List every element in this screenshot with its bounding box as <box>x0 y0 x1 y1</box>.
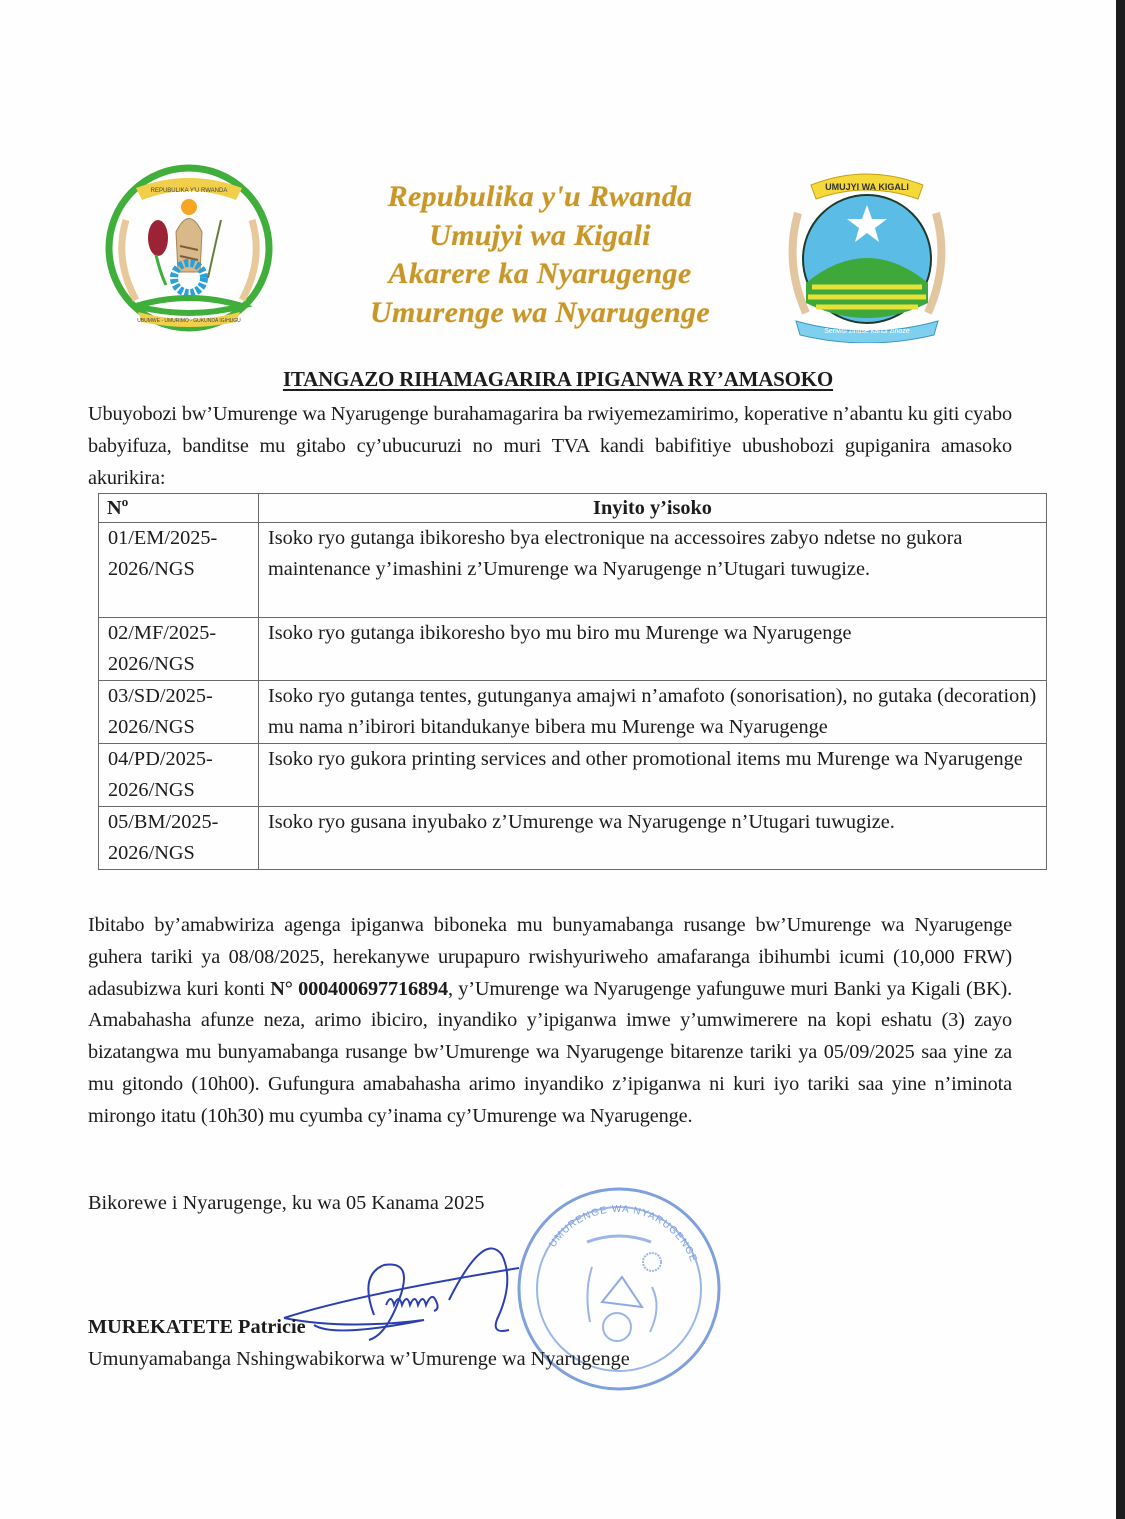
instructions-paragraph <box>88 910 1012 1133</box>
svg-text:Serivisi zihuse kandi zinoze: Serivisi zihuse kandi zinoze <box>824 328 910 335</box>
intro-paragraph: Ubuyobozi bw’Umurenge wa Nyarugenge burahamagarira ba rwiyemezamirimo, koperative n’abantu ku giti cyabo babyifuza, banditse mu gitabo cy’ubucuruzi no muri TVA kandi babifitiye ubushobozi gupiganira amasoko akurikira: <box>88 403 1012 489</box>
bank-account-number: N° 000400697716894 <box>270 977 448 1000</box>
column-header-number: Nº <box>99 494 259 523</box>
table-row <box>99 523 1047 618</box>
svg-text:UBUMWE - UMURIMO - GUKUNDA IGI: UBUMWE - UMURIMO - GUKUNDA IGIHUGU <box>137 318 241 324</box>
letterhead-line-sector: Umurenge wa Nyarugenge <box>370 295 710 329</box>
letterhead <box>330 178 750 332</box>
lot-description: Isoko ryo gutanga ibikoresho bya electronique na accessoires zabyo ndetse no gukora maintenance y’imashini z’Umurenge wa Nyarugenge n’Utugari tuwugize. <box>259 523 1047 618</box>
letterhead-line-country: Repubulika y'u Rwanda <box>387 180 693 213</box>
column-header-description: Inyito y’isoko <box>259 494 1047 523</box>
table-row <box>99 618 1047 681</box>
kigali-city-emblem-icon <box>776 163 958 343</box>
scan-edge-shadow <box>1116 0 1125 1519</box>
table-row <box>99 681 1047 744</box>
signer-title: Umunyamabanga Nshingwabikorwa w’Umurenge wa Nyarugenge <box>88 1348 630 1370</box>
instructions-text-part1: Ibitabo by’amabwiriza agenga ipiganwa biboneka mu bunyamabanga rusange bw’Umurenge wa Nyarugenge guhera tariki ya 08/08/2025, herekanywe urupapuro rwishyuriweho amafaranga ibihumbi icumi (10,000 FRW) adasubizwa kuri konti <box>88 914 1012 1000</box>
signature-icon <box>274 1240 534 1350</box>
table-row <box>99 744 1047 807</box>
lot-reference: 02/MF/2025-2026/NGS <box>99 618 259 681</box>
lot-description: Isoko ryo gutanga ibikoresho byo mu biro mu Murenge wa Nyarugenge <box>259 618 1047 681</box>
lot-reference: 04/PD/2025-2026/NGS <box>99 744 259 807</box>
svg-text:REPUBULIKA Y'U RWANDA: REPUBULIKA Y'U RWANDA <box>150 188 228 194</box>
lot-description: Isoko ryo gusana inyubako z’Umurenge wa Nyarugenge n’Utugari tuwugize. <box>259 807 1047 870</box>
lot-reference: 01/EM/2025-2026/NGS <box>99 523 259 618</box>
letterhead-line-district: Akarere ka Nyarugenge <box>388 257 692 290</box>
instructions-text-part2: , y’Umurenge wa Nyarugenge yafunguwe muri Banki ya Kigali (BK). Amabahasha afunze neza, arimo ibiciro, inyandiko y’ipiganwa imwe y’umwimerere na kopi eshatu (3) zayo bizatangwa mu bunyamabanga rusange bw’Umurenge wa Nyarugenge bitarenze tariki ya 05/09/2025 saa yine za mu gitondo (10h00). Gufungura amabahasha arimo inyandiko z’ipiganwa ni kuri iyo tariki saa yine n’iminota mirongo itatu (10h30) mu cyumba cy’inama cy’Umurenge wa Nyarugenge. <box>88 977 1012 1127</box>
place-and-date: Bikorewe i Nyarugenge, ku wa 05 Kanama 2025 <box>88 1192 485 1214</box>
signer-name: MUREKATETE Patricie <box>88 1316 306 1338</box>
lot-description: Isoko ryo gukora printing services and other promotional items mu Murenge wa Nyarugenge <box>259 744 1047 807</box>
svg-text:UMURENGE WA NYARUGENGE: UMURENGE WA NYARUGENGE <box>547 1203 699 1265</box>
tender-lots-table <box>98 493 1047 870</box>
announcement-title: ITANGAZO RIHAMAGARIRA IPIGANWA RY’AMASOKO <box>282 367 834 391</box>
svg-text:UMUJYI WA KIGALI: UMUJYI WA KIGALI <box>825 182 909 192</box>
letterhead-line-city: Umujyi wa Kigali <box>429 218 651 252</box>
table-row <box>99 807 1047 870</box>
lot-description: Isoko ryo gutanga tentes, gutunganya amajwi n’amafoto (sonorisation), no gutaka (decoration) mu nama n’ibirori bitandukanye bibera mu Murenge wa Nyarugenge <box>259 681 1047 744</box>
lot-reference: 03/SD/2025-2026/NGS <box>99 681 259 744</box>
lot-reference: 05/BM/2025-2026/NGS <box>99 807 259 870</box>
rwanda-coat-of-arms-icon <box>96 160 282 340</box>
table-header-row <box>99 494 1047 523</box>
